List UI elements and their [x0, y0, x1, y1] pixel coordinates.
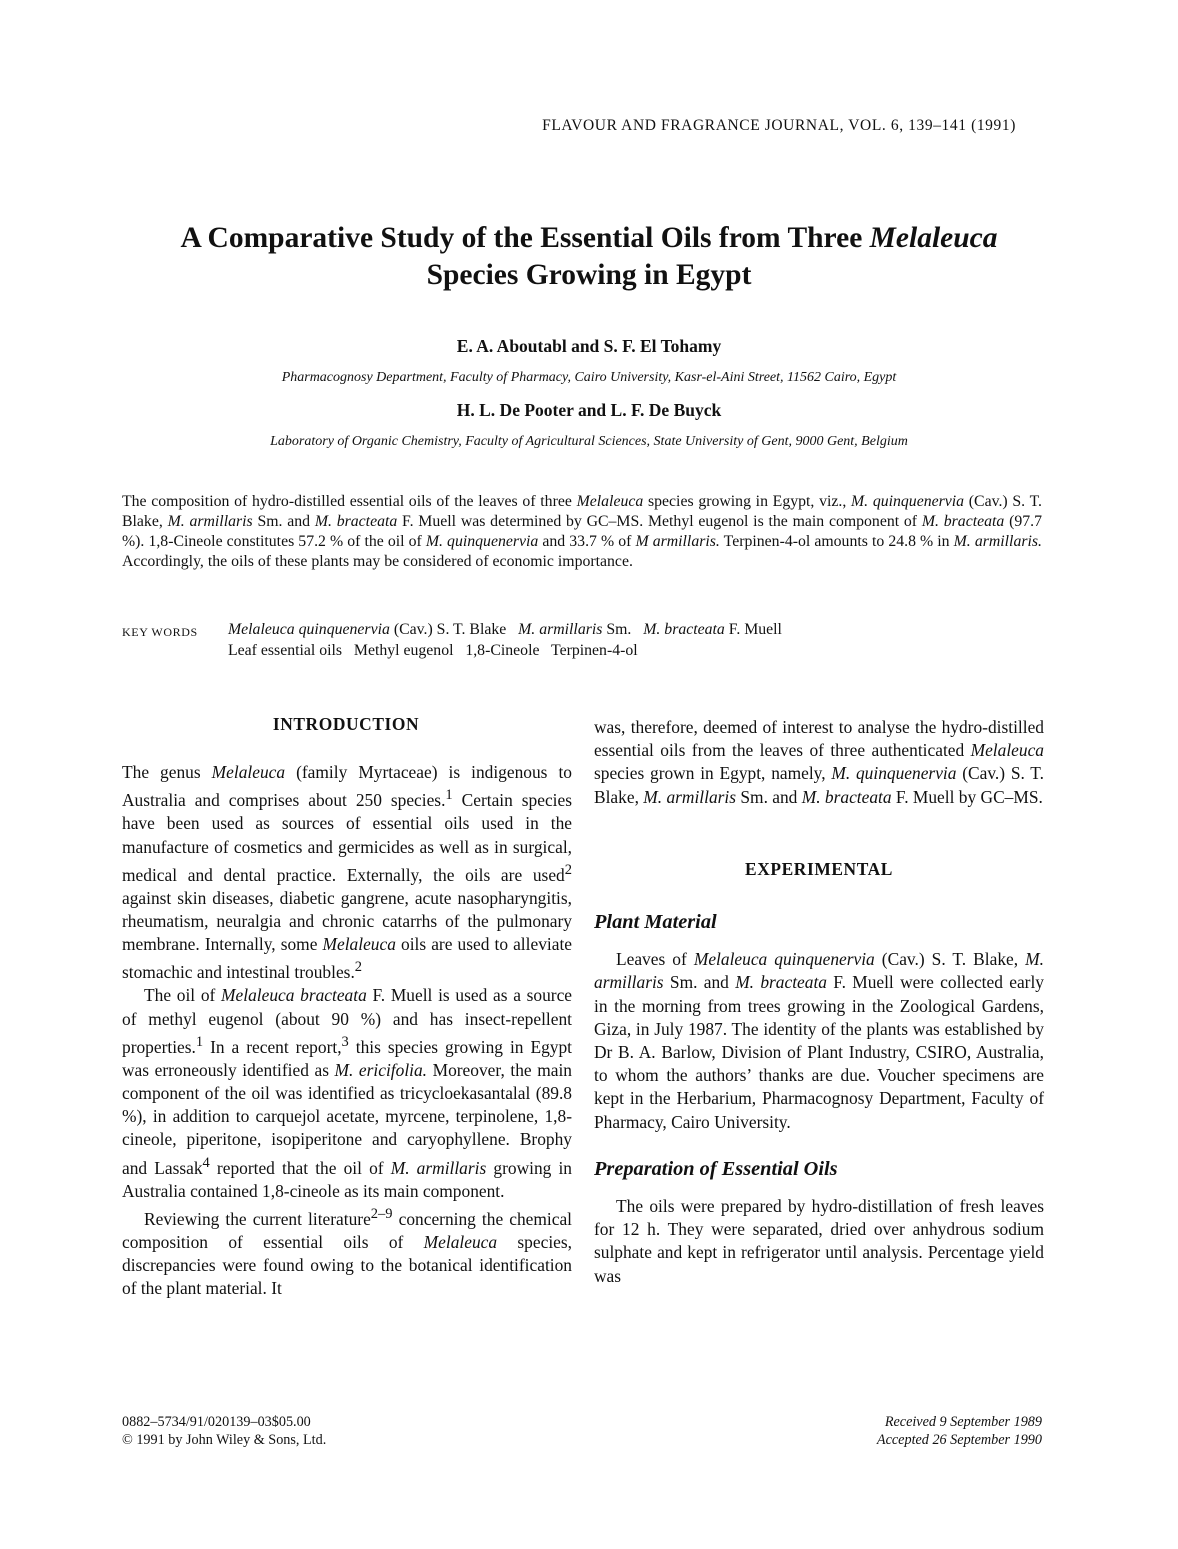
article-code: 0882–5734/91/020139–03$05.00 — [122, 1414, 311, 1430]
plant-material-heading: Plant Material — [594, 911, 717, 934]
experimental-heading: EXPERIMENTAL — [745, 858, 893, 879]
abstract: The composition of hydro-distilled essential oils of the leaves of three Melaleuca species growing in Egypt, viz., M. quinquenervia (Cav.) S. T. Blake, M. armillaris Sm. and M. bracteata F. Muell was determined by GC–MS. Methyl eugenol is the main component of M. bracteata (97.7 %). 1,8-Cineole constitutes 57.2 % of the oil of M. quinquenervia and 33.7 % of M armillaris. Terpinen-4-ol amounts to 24.8 % in M. armillaris. Accordingly, the oils of these plants may be considered of economic importance. — [122, 493, 1042, 570]
left-column — [122, 713, 572, 1300]
running-head: FLAVOUR AND FRAGRANCE JOURNAL, VOL. 6, 139–141 (1991) — [542, 117, 1016, 134]
intro-paragraph-2: The oil of Melaleuca bracteata F. Muell is used as a source of methyl eugenol (about 90 %) and has insect-repellent properties.$^1$ In a recent report,$^3$ this species growing in Egypt was erroneously identified as M. ericifolia. Moreover, the main component of the oil was identified as tricycloekasantalal (89.8 %), in addition to carquejol acetate, myrcene, terpinolene, 1,8-cineole, piperitone, isopiperitone and caryophyllene. Brophy and Lassak$^4$ reported that the oil of M. armillaris growing in Australia contained 1,8-cineole as its main component. — [122, 985, 573, 1201]
affiliation-1: Pharmacognosy Department, Faculty of Pharmacy, Cairo University, Kasr-el-Aini Street, 11562 Cairo, Egypt — [281, 370, 897, 385]
preparation-paragraph: The oils were prepared by hydro-distillation of fresh leaves for 12 h. They were separated, dried over anhydrous sodium sulphate and kept in refrigerator until analysis. Percentage yield was — [594, 1196, 1044, 1286]
authors-group-1: E. A. Aboutabl and S. F. El Tohamy — [456, 336, 722, 356]
introduction-heading: INTRODUCTION — [272, 714, 420, 734]
right-column — [594, 716, 1044, 1288]
keywords-line-1: Melaleuca quinquenervia (Cav.) S. T. Blake M. armillaris Sm. M. bracteata F. Muell — [228, 621, 782, 638]
plant-material-paragraph: Leaves of Melaleuca quinquenervia (Cav.) S. T. Blake, M. armillaris Sm. and M. bracteata F. Muell were collected early in the morning from trees growing in the Zoological Gardens, Giza, in July 1987. The identity of the plants was established by Dr B. A. Barlow, Division of Plant Industry, CSIRO, Australia, to whom the authors’ thanks are due. Voucher specimens are kept in the Herbarium, Pharmacognosy Department, Faculty of Pharmacy, Cairo University. — [594, 949, 1044, 1132]
title-line-2: Species Growing in Egypt — [426, 259, 752, 291]
paper-title — [0, 220, 1178, 294]
intro-paragraph-1: The genus Melaleuca (family Myrtaceae) is indigenous to Australia and comprises about 250 species.$^1$ Certain species have been used as sources of essential oils used in the manufacture of cosmetics and germicides as well as in surgical, medical and dental practice. Externally, the oils are used$^2$ against skin diseases, diabetic gangrene, acute nasopharyngitis, rheumatism, neuralgia and chronic catarrhs of the pulmonary membrane. Internally, some Melaleuca oils are used to alleviate stomachic and intestinal troubles.$^2$ — [122, 762, 572, 983]
copyright-line: © 1991 by John Wiley & Sons, Ltd. — [122, 1432, 327, 1448]
received-date: Received 9 September 1989 — [884, 1414, 1042, 1430]
preparation-heading: Preparation of Essential Oils — [594, 1157, 838, 1180]
intro-paragraph-4: was, therefore, deemed of interest to analyse the hydro-distilled essential oils from the leaves of three authenticated Melaleuca species grown in Egypt, namely, M. quinquenervia (Cav.) S. T. Blake, M. armillaris Sm. and M. bracteata F. Muell by GC–MS. — [594, 717, 1044, 807]
footer-right — [877, 1413, 1042, 1449]
authors-group-2: H. L. De Pooter and L. F. De Buyck — [456, 400, 722, 420]
keywords-label: KEY WORDS — [122, 625, 198, 639]
title-line-1: A Comparative Study of the Essential Oils from Three Melaleuca — [180, 222, 998, 254]
keywords-line-2: Leaf essential oils Methyl eugenol 1,8-Cineole Terpinen-4-ol — [228, 642, 638, 659]
intro-paragraph-3: Reviewing the current literature$^{2-9}$ concerning the chemical composition of essential oils of Melaleuca species, discrepancies were found owing to the botanical identification of the plant material. It — [122, 1205, 573, 1299]
accepted-date: Accepted 26 September 1990 — [876, 1432, 1042, 1448]
affiliation-2: Laboratory of Organic Chemistry, Faculty of Agricultural Sciences, State University of Gent, 9000 Gent, Belgium — [270, 434, 908, 449]
footer-left — [122, 1413, 326, 1449]
